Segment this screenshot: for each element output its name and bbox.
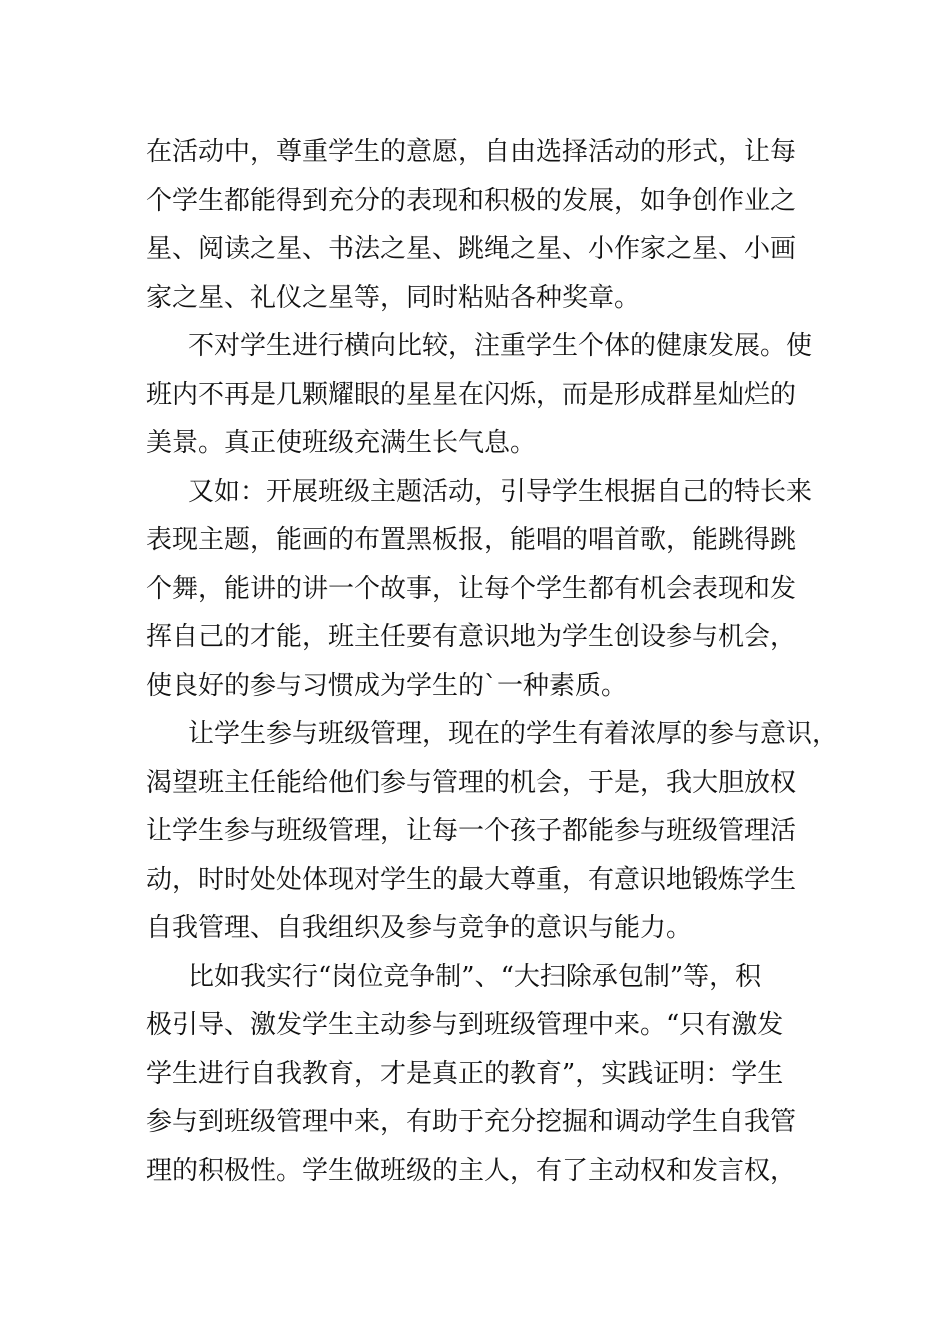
text-line: 星、阅读之星、书法之星、跳绳之星、小作家之星、小画: [146, 234, 797, 264]
text-line: 挥自己的才能，班主任要有意识地为学生创设参与机会，: [146, 622, 797, 652]
document-body: [146, 128, 839, 1195]
text-line: 动，时时处处体现对学生的最大尊重，有意识地锻炼学生: [146, 864, 797, 895]
text-line: 让学生参与班级管理，现在的学生有着浓厚的参与意识，: [188, 719, 839, 749]
text-line: 家之星、礼仪之星等，同时粘贴各种奖章。: [146, 282, 641, 313]
text-line: 使良好的参与习惯成为学生的`一种素质。: [146, 670, 628, 701]
text-line: 个舞，能讲的讲一个故事，让每个学生都有机会表现和发: [146, 573, 797, 604]
text-line: 个学生都能得到充分的表现和积极的发展，如争创作业之: [146, 185, 797, 216]
text-line: 自我管理、自我组织及参与竞争的意识与能力。: [146, 913, 693, 943]
text-line: 表现主题，能画的布置黑板报，能唱的唱首歌，能跳得跳: [146, 525, 797, 555]
text-line: 让学生参与班级管理，让每一个孩子都能参与班级管理活: [146, 816, 797, 846]
text-line: 比如我实行“岗位竞争制”、“大扫除承包制”等，积: [188, 961, 762, 992]
text-line: 在活动中，尊重学生的意愿，自由选择活动的形式，让每: [146, 137, 797, 167]
text-line: 学生进行自我教育，才是真正的教育”，实践证明：学生: [146, 1058, 784, 1089]
text-line: 不对学生进行横向比较，注重学生个体的健康发展。使: [188, 331, 813, 361]
text-line: 极引导、激发学生主动参与到班级管理中来。“只有激发: [146, 1010, 784, 1040]
text-line: 美景。真正使班级充满生长气息。: [146, 428, 537, 458]
text-line: 班内不再是几颗耀眼的星星在闪烁，而是形成群星灿烂的: [146, 379, 797, 410]
text-line: 渴望班主任能给他们参与管理的机会，于是，我大胆放权: [146, 767, 797, 798]
text-line: 理的积极性。学生做班级的主人，有了主动权和发言权，: [146, 1155, 797, 1186]
text-line: 参与到班级管理中来，有助于充分挖掘和调动学生自我管: [146, 1107, 797, 1137]
text-line: 又如：开展班级主题活动，引导学生根据自己的特长来: [188, 476, 813, 507]
